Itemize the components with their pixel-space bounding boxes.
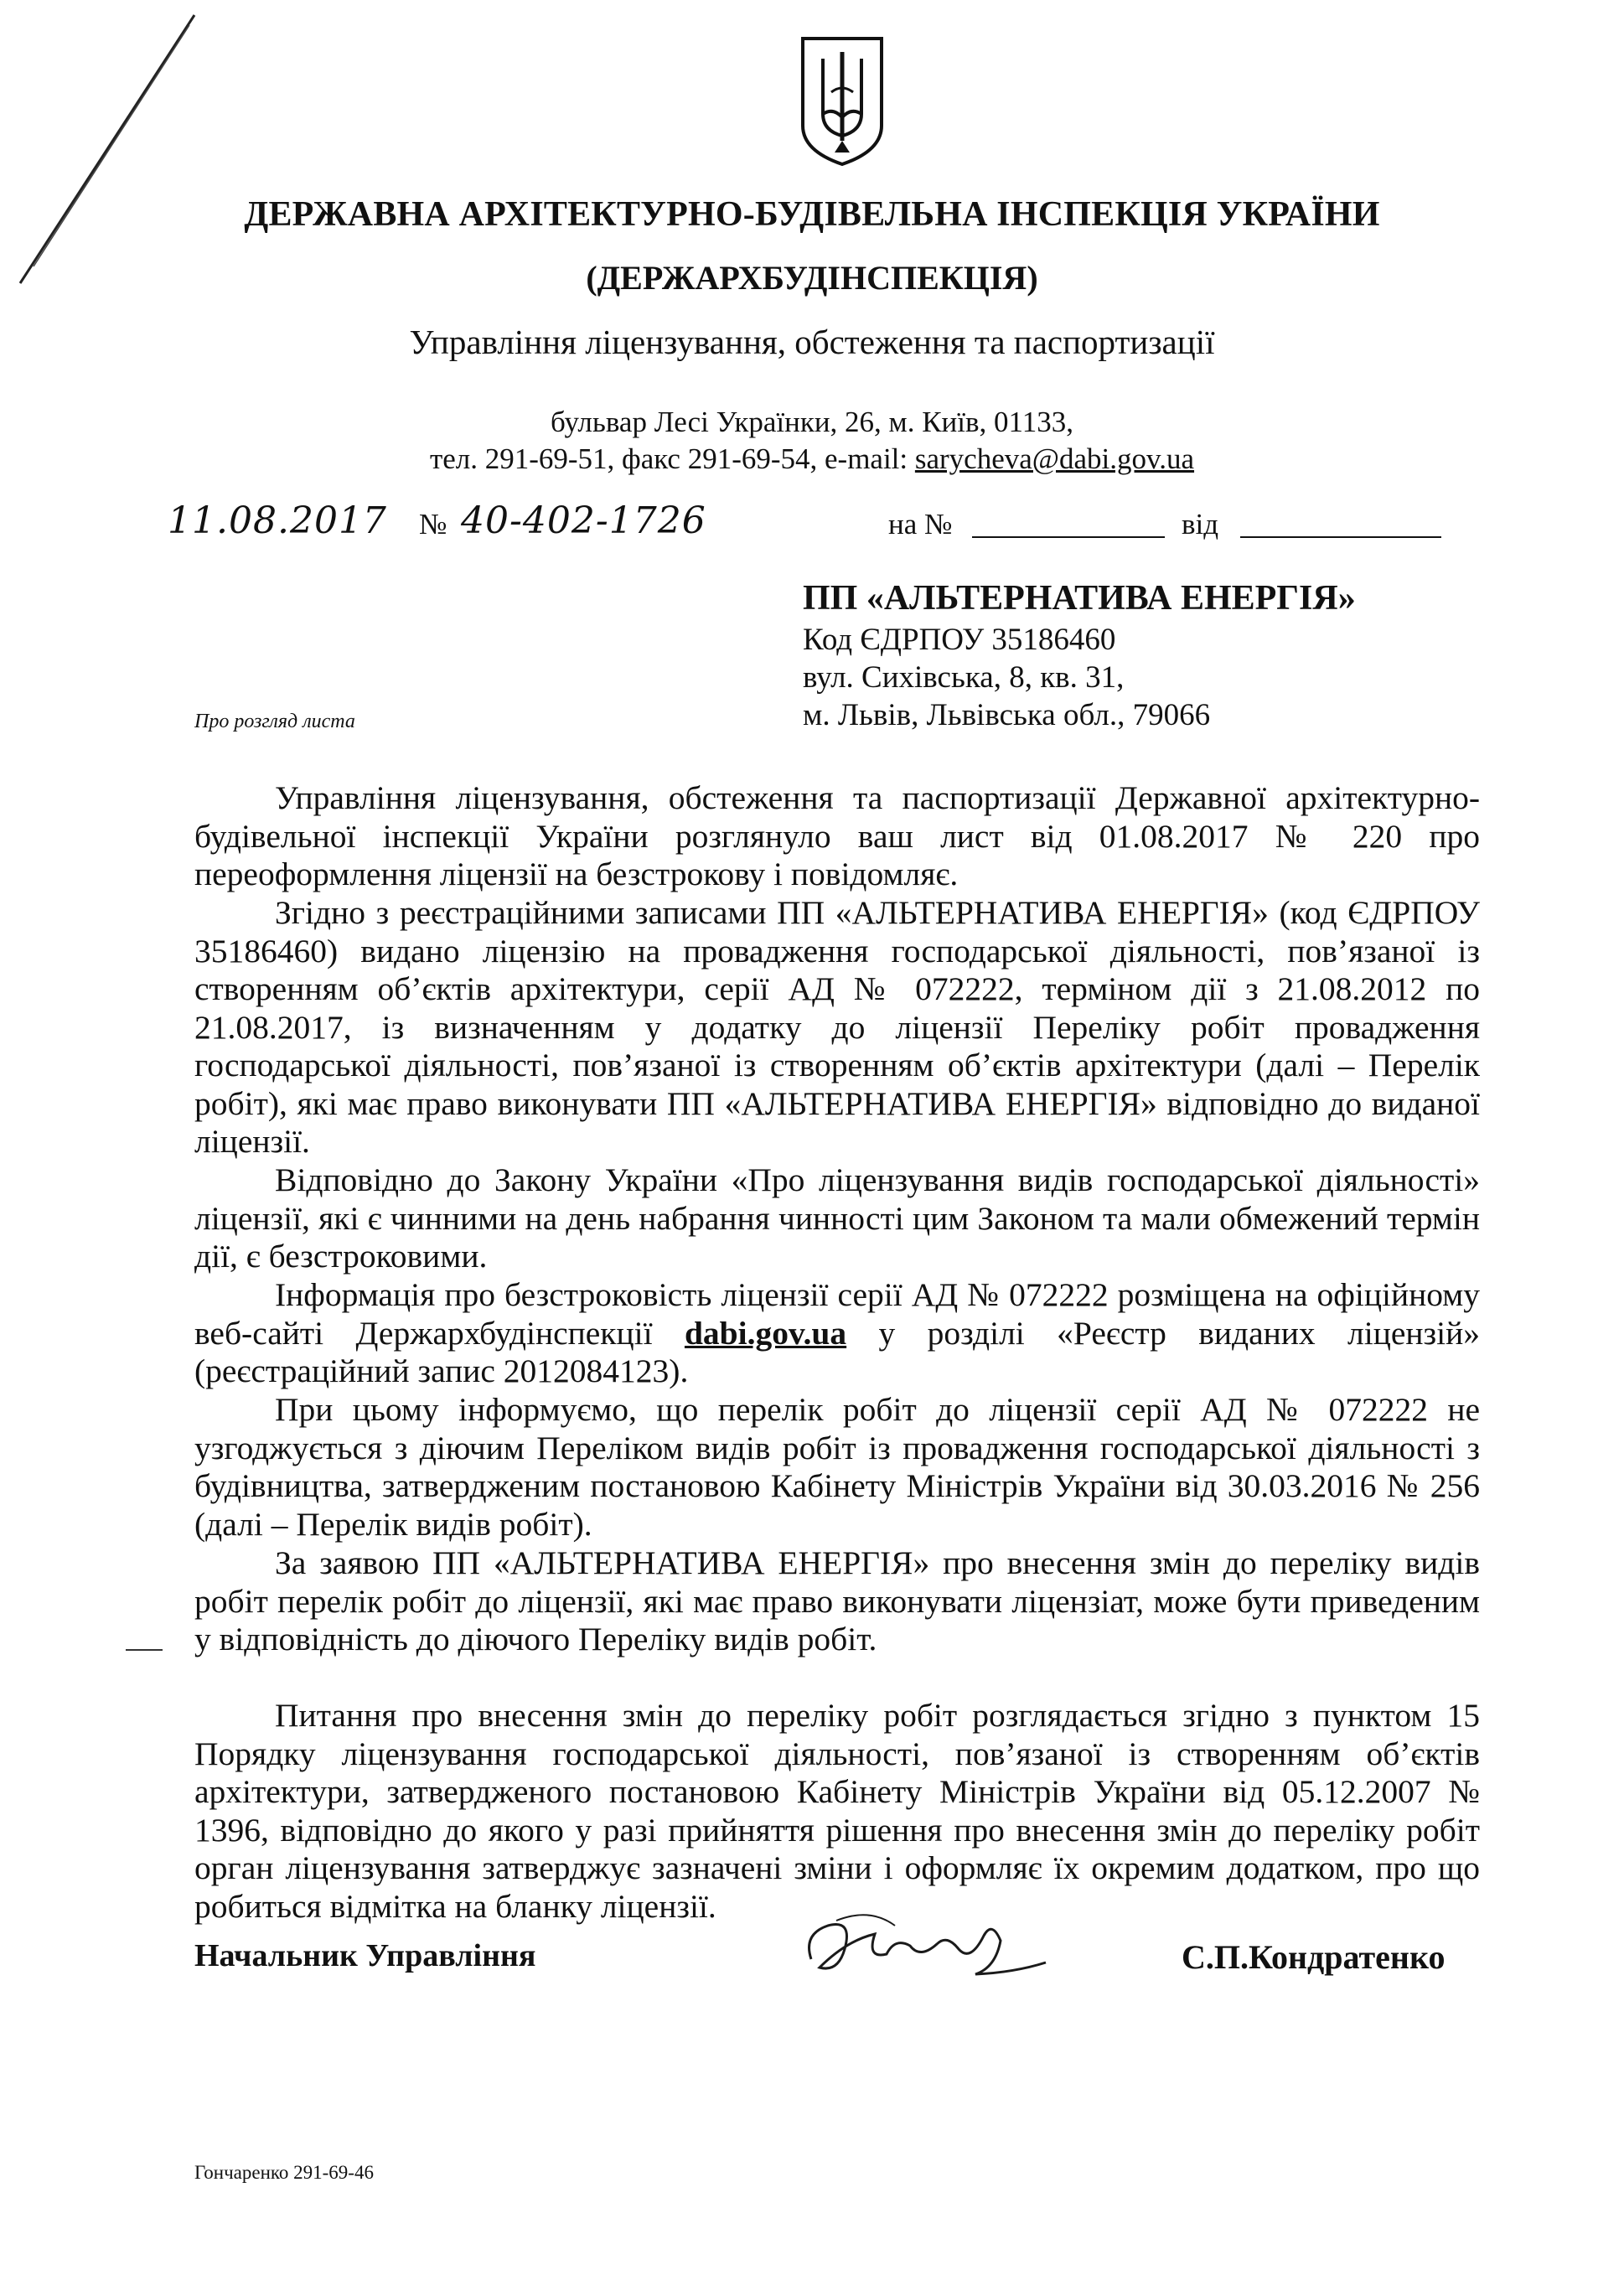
- number-sign: №: [419, 508, 447, 540]
- addressee-name: ПП «АЛЬТЕРНАТИВА ЕНЕРГІЯ»: [803, 579, 1356, 618]
- body-paragraph-6: За заявою ПП «АЛЬТЕРНАТИВА ЕНЕРГІЯ» про внесення змін до переліку видів робіт перелік робіт до ліцензії, які має право виконувати ліцензіат, може бути приведеним у відповідність до діючого Переліку видів робіт.: [194, 1544, 1480, 1657]
- email-link[interactable]: sarycheva@dabi.gov.ua: [914, 442, 1195, 475]
- contacts-line: [0, 442, 1624, 476]
- ref-number-blank: [972, 508, 1165, 538]
- registration-row: [168, 499, 1475, 555]
- coat-of-arms-icon: [798, 34, 887, 168]
- website-link[interactable]: dabi.gov.ua: [684, 1314, 847, 1352]
- body-paragraph-2: Згідно з реєстраційними записами ПП «АЛЬТЕРНАТИВА ЕНЕРГІЯ» (код ЄДРПОУ 35186460) видано ліцензію на провадження господарської діяльності, пов’язаної із створенням об’єктів архітектури, серії АД № 072222, терміном дії з 21.08.2012 по 21.08.2017, із визначенням у додатку до ліцензії Переліку робіт провадження господарської діяльності, пов’язаної із створенням об’єктів архітектури (далі – Перелік робіт), які має право виконувати ПП «АЛЬТЕРНАТИВА ЕНЕРГІЯ» відповідно до виданої ліцензії.: [194, 894, 1480, 1160]
- ref-date-blank: [1240, 508, 1441, 538]
- org-abbreviation: (ДЕРЖАРХБУДІНСПЕКЦІЯ): [586, 259, 1038, 297]
- signatory-name: С.П.Кондратенко: [1182, 1938, 1446, 1976]
- corner-pen-stroke: [0, 0, 218, 302]
- p4-text-b: у розділі «Реєстр виданих ліцензій» (реєстраційний запис 2012084123).: [194, 1314, 1480, 1389]
- handwritten-signature-icon: [794, 1900, 1063, 1993]
- body-paragraph-7: Питання про внесення змін до переліку робіт розглядається згідно з пунктом 15 Порядку ліцензування господарської діяльності, пов’язаної із створенням об’єктів архітектури, затвердженого постановою Кабінету Міністрів України від 05.12.2007 № 1396, відповідно до якого у разі прийняття рішення про внесення змін до переліку робіт орган ліцензування затверджує зазначені зміни і оформляє їх окремим додатком, про що робиться відмітка на бланку ліцензії.: [194, 1697, 1480, 1925]
- addressee-city: м. Львів, Львівська обл., 79066: [803, 698, 1211, 732]
- body-paragraph-1: Управління ліцензування, обстеження та паспортизації Державної архітектурно-будівельної інспекції України розглянуло ваш лист від 01.08.2017 № 220 про переоформлення ліцензії на безстрокову і повідомляє.: [194, 779, 1480, 892]
- contacts-text: тел. 291-69-51, факс 291-69-54, e-mail:: [429, 442, 915, 475]
- addressee-code: Код ЄДРПОУ 35186460: [803, 623, 1116, 657]
- org-name: ДЕРЖАВНА АРХІТЕКТУРНО-БУДІВЕЛЬНА ІНСПЕКЦІЯ УКРАЇНИ: [244, 195, 1380, 234]
- registration-number: 40-402-1726: [461, 499, 706, 542]
- address-line: бульвар Лесі Українки, 26, м. Київ, 01133,: [551, 406, 1073, 438]
- department-name: Управління ліцензування, обстеження та паспортизації: [409, 323, 1215, 361]
- body-paragraph-4: [194, 1276, 1480, 1391]
- p4-text-a: Інформація про безстроковість ліцензії серії АД № 072222 розміщена на офіційному веб-сайті Держархбудінспекції: [194, 1276, 1480, 1352]
- margin-dash: [126, 1649, 163, 1651]
- addressee-block: [803, 578, 1507, 733]
- addressee-street: вул. Сихівська, 8, кв. 31,: [803, 660, 1125, 695]
- ref-number-label: на №: [888, 508, 953, 540]
- ref-date-label: від: [1182, 508, 1219, 540]
- subject-line: Про розгляд листа: [194, 711, 355, 732]
- registration-date: 11.08.2017: [168, 499, 387, 542]
- body-paragraph-5: При цьому інформуємо, що перелік робіт до ліцензії серії АД № 072222 не узгоджується з діючим Переліком видів робіт із провадження господарської діяльності з будівництва, затвердженим постановою Кабінету Міністрів України від 30.03.2016 № 256 (далі – Перелік видів робіт).: [194, 1391, 1480, 1543]
- executor-note: Гончаренко 291-69-46: [194, 2162, 374, 2183]
- signatory-title: Начальник Управління: [194, 1938, 536, 1973]
- body-paragraph-3: Відповідно до Закону України «Про ліцензування видів господарської діяльності» ліцензії, які є чинними на день набрання чинності цим Законом та мали обмежений термін дії, є безстроковими.: [194, 1161, 1480, 1275]
